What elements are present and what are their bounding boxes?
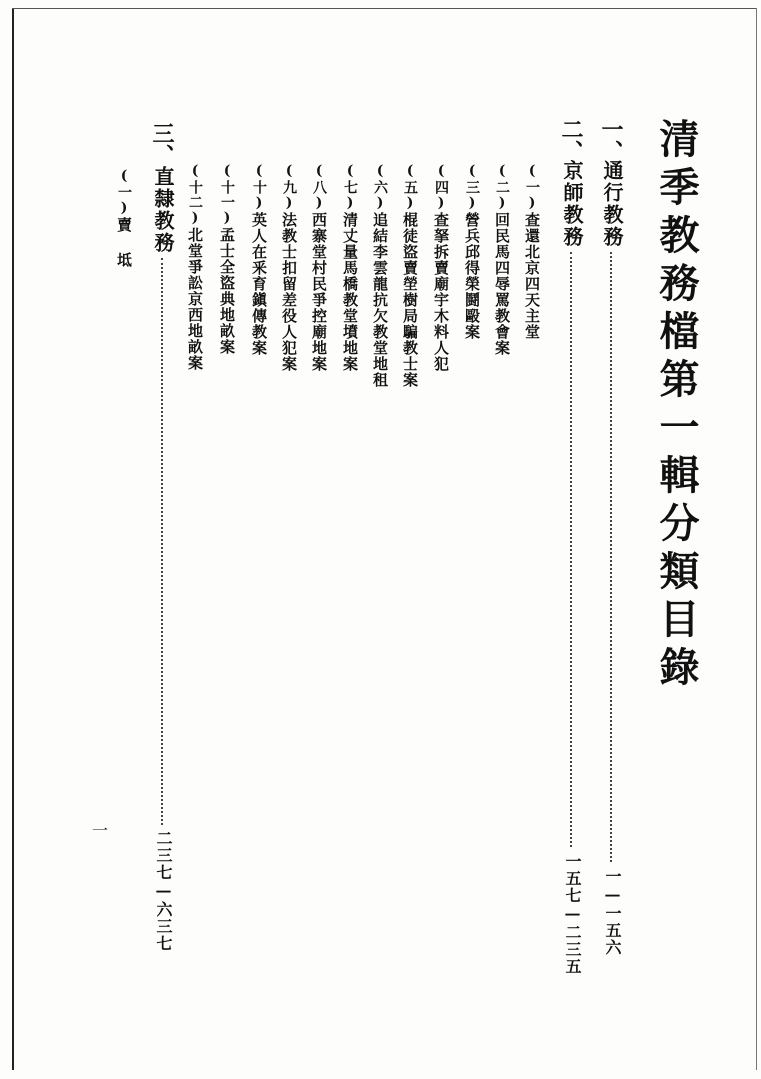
item-4 [431,163,452,372]
item-1-text: 查還北京四天主堂 [523,212,541,340]
item-8-text: 西寨堂村民爭控廟地案 [310,212,328,372]
item-13 [114,168,135,268]
item-6-text: 追結李雲龍抗欠教堂地租 [371,212,389,388]
item-13-number: (一) [116,168,132,217]
item-8-number: (八) [311,163,327,212]
item-7-text: 清丈量馬橋教堂墳地案 [341,212,359,372]
section-1-pages: 一—一五六 [603,868,622,956]
page-border-left [12,8,14,1070]
item-5-text: 棍徒盜賣塋樹局騙教士案 [401,212,419,388]
page-number: 一 [92,821,109,840]
item-12 [185,163,206,371]
item-13-text: 賣 坻 [115,217,133,268]
item-2-text: 回民馬四辱罵教會案 [493,212,511,356]
item-12-text: 北堂爭訟京西地畝案 [186,227,204,371]
page-border-right [756,8,757,1070]
section-1-number: 一、 [598,118,624,162]
item-6-number: (六) [372,163,388,212]
item-2-number: (二) [494,163,510,212]
item-11 [217,163,238,355]
section-1-label: 通行教務 [600,160,624,248]
item-4-number: (四) [433,163,449,212]
item-3-text: 營兵邱得榮鬪毆案 [463,212,481,340]
item-12-number: (十二) [187,163,203,227]
item-10-number: (十) [251,163,267,212]
item-5-number: (五) [402,163,418,212]
item-3-number: (三) [464,163,480,212]
item-11-number: (十一) [219,163,235,227]
section-1-leader-dots [610,252,612,862]
item-7 [340,163,361,372]
section-2-pages: 一五七—二三五 [563,853,582,975]
item-2 [492,163,513,356]
item-1 [522,163,543,340]
item-9-number: (九) [281,163,297,212]
item-10 [249,163,270,356]
section-2-label: 京師教務 [560,160,584,248]
item-5 [400,163,421,388]
item-8 [309,163,330,372]
item-4-text: 查拏拆賣廟宇木料人犯 [432,212,450,372]
section-3-number: 三、 [149,122,175,166]
section-2-leader-dots [570,252,572,847]
section-2-number: 二、 [558,118,584,162]
item-11-text: 孟士全盜典地畝案 [218,227,236,355]
item-7-number: (七) [342,163,358,212]
item-1-number: (一) [524,163,540,212]
item-10-text: 英人在釆育鎭傳教案 [250,212,268,356]
item-9 [279,163,300,372]
section-3-leader-dots [161,258,163,825]
page-title: 清季教務檔第一輯分類目錄 [653,118,700,694]
item-3 [462,163,483,340]
item-9-text: 法教士扣留差役人犯案 [280,212,298,372]
item-6 [370,163,391,388]
section-3-label: 直隸教務 [151,166,175,254]
section-3-pages: 二三七—六三七 [154,830,173,952]
page-border-top [12,8,757,9]
